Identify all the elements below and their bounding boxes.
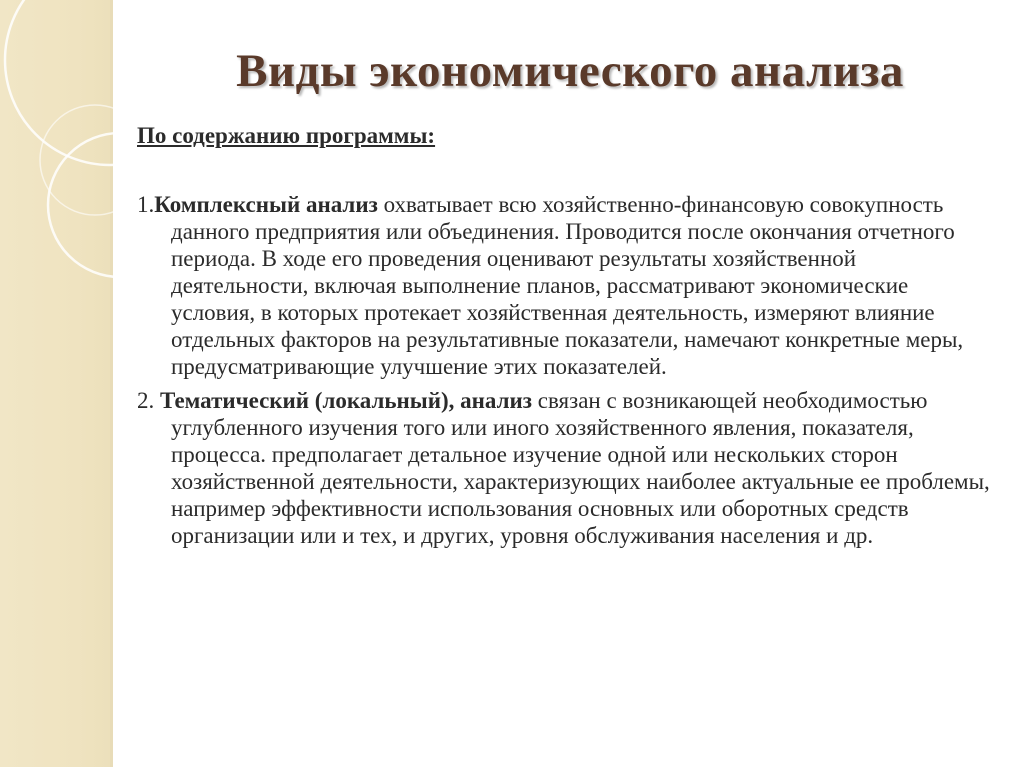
slide-title: Виды экономического анализа (236, 45, 904, 97)
item-text: связан с возникающей необходимостью углубленного изучения того или иного хозяйственного явления, показателя, процесса. предполагает детальное изучение одной или нескольких сторон хозяйственной деятельности, характеризующих наиболее актуальные ее проблемы, например эффективности использования основных или оборотных средств организации или и тех, и других, уровня обслуживания населения и др. (171, 388, 990, 548)
item-number: 1. (137, 192, 155, 217)
item-number: 2. (137, 388, 160, 413)
section-subtitle: По содержанию программы: (137, 123, 436, 148)
decorative-circle-large (5, 0, 150, 165)
item-text: охватывает всю хозяйственно-финансовую совокупность данного предприятия или объединения. Проводится после окончания отчетного периода. В ходе его проведения оценивают результаты хозяйственной деятельности, включая выполнение планов, рассматривают экономические условия, в которых протекает хозяйственная деятельность, измеряют влияние отдельных факторов на результативные показатели, намечают конкретные меры, предусматривающие улучшение этих показателей. (171, 192, 964, 379)
list-item-complex-analysis (137, 191, 992, 380)
decorative-circles (0, 0, 150, 767)
item-term: Тематический (локальный), анализ (160, 388, 533, 413)
decorative-circle-small (40, 105, 150, 215)
item-term: Комплексный анализ (154, 192, 378, 217)
list-item-thematic-analysis (137, 387, 992, 549)
slide-content (137, 122, 992, 556)
